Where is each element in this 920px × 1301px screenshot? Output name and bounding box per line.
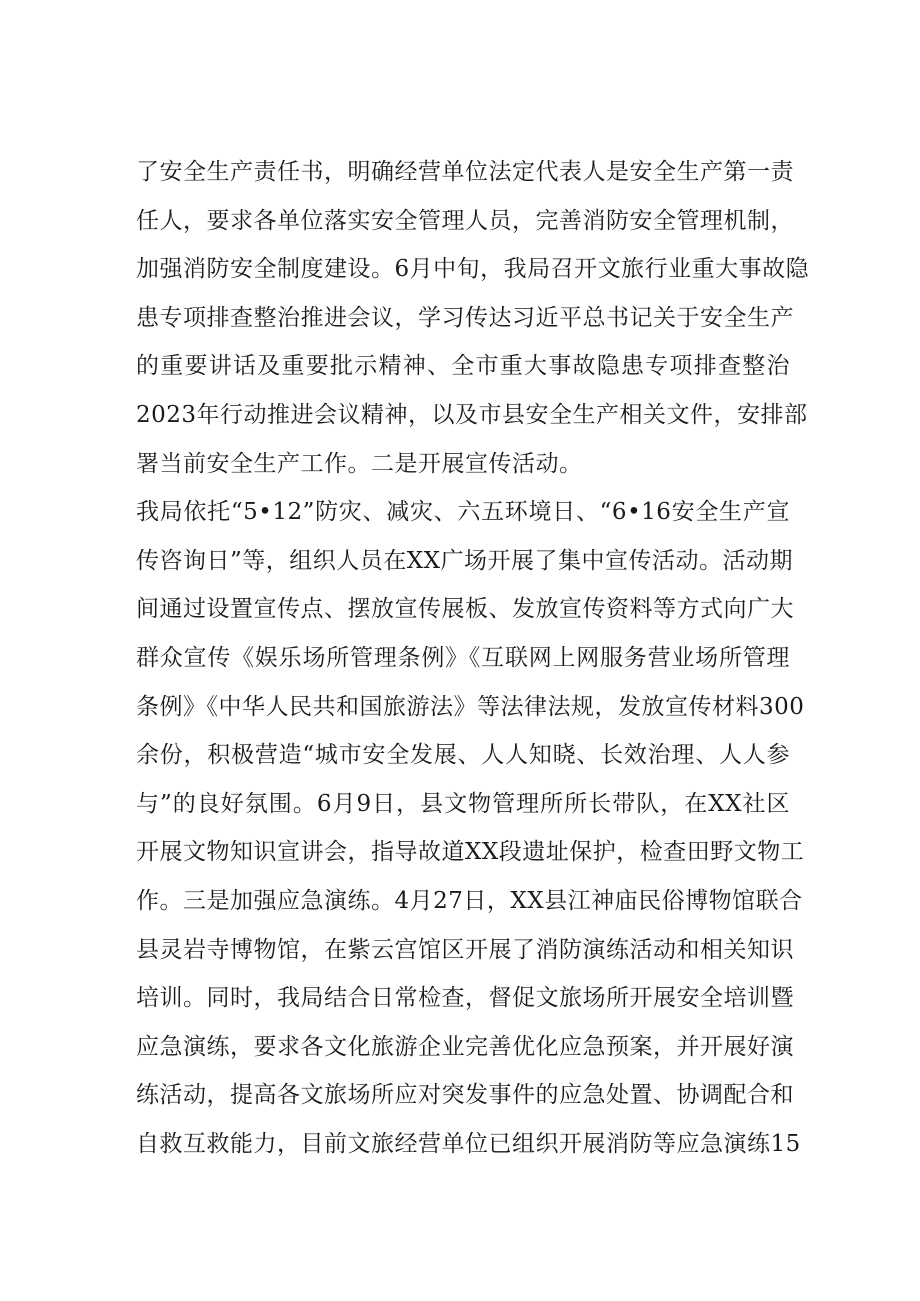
text-line: 练活动，提高各文旅场所应对突发事件的应急处置、协调配合和	[136, 1082, 794, 1109]
text-line: 与”的良好氛围。6月9日，县文物管理所所长带队，在XX社区	[136, 790, 790, 817]
text-line: 县灵岩寺博物馆，在紫云宫馆区开展了消防演练活动和相关知识	[136, 936, 794, 963]
text-line: 培训。同时，我局结合日常检查，督促文旅场所开展安全培训暨	[136, 985, 794, 1012]
text-line: 开展文物知识宣讲会，指导故道XX段遗址保护，检查田野文物工	[136, 839, 805, 866]
text-line: 了安全生产责任书，明确经营单位法定代表人是安全生产第一责	[136, 159, 794, 185]
text-line: 的重要讲话及重要批示精神、全市重大事故隐患专项排查整治	[136, 353, 790, 380]
text-line: 署当前安全生产工作。二是开展宣传活动。	[136, 450, 583, 477]
text-line: 我局依托“5•12”防灾、减灾、六五环境日、“6•16安全生产宣	[136, 499, 790, 526]
text-line: 作。三是加强应急演练。4月27日，XX县江神庙民俗博物馆联合	[136, 887, 803, 914]
text-line: 应急演练，要求各文化旅游企业完善优化应急预案，并开展好演	[136, 1033, 794, 1060]
text-line: 间通过设置宣传点、摆放宣传展板、发放宣传资料等方式向广大	[136, 596, 794, 623]
text-line: 余份，积极营造“城市安全发展、人人知晓、长效治理、人人参	[136, 742, 790, 769]
text-line: 传咨询日”等，组织人员在XX广场开展了集中宣传活动。活动期	[136, 547, 794, 574]
text-line: 任人，要求各单位落实安全管理人员，完善消防安全管理机制，	[136, 207, 794, 234]
text-line: 群众宣传《娱乐场所管理条例》《互联网上网服务营业场所管理	[136, 644, 790, 671]
text-line: 条例》《中华人民共和国旅游法》等法律法规，发放宣传材料300	[136, 693, 805, 720]
text-line: 加强消防安全制度建设。6月中旬，我局召开文旅行业重大事故隐	[136, 256, 810, 283]
body-text	[136, 148, 810, 1168]
text-line: 自救互救能力，目前文旅经营单位已组织开展消防等应急演练15	[136, 1130, 801, 1157]
text-line: 2023年行动推进会议精神，以及市县安全生产相关文件，安排部	[136, 401, 808, 428]
text-line: 患专项排查整治推进会议，学习传达习近平总书记关于安全生产	[136, 304, 794, 331]
